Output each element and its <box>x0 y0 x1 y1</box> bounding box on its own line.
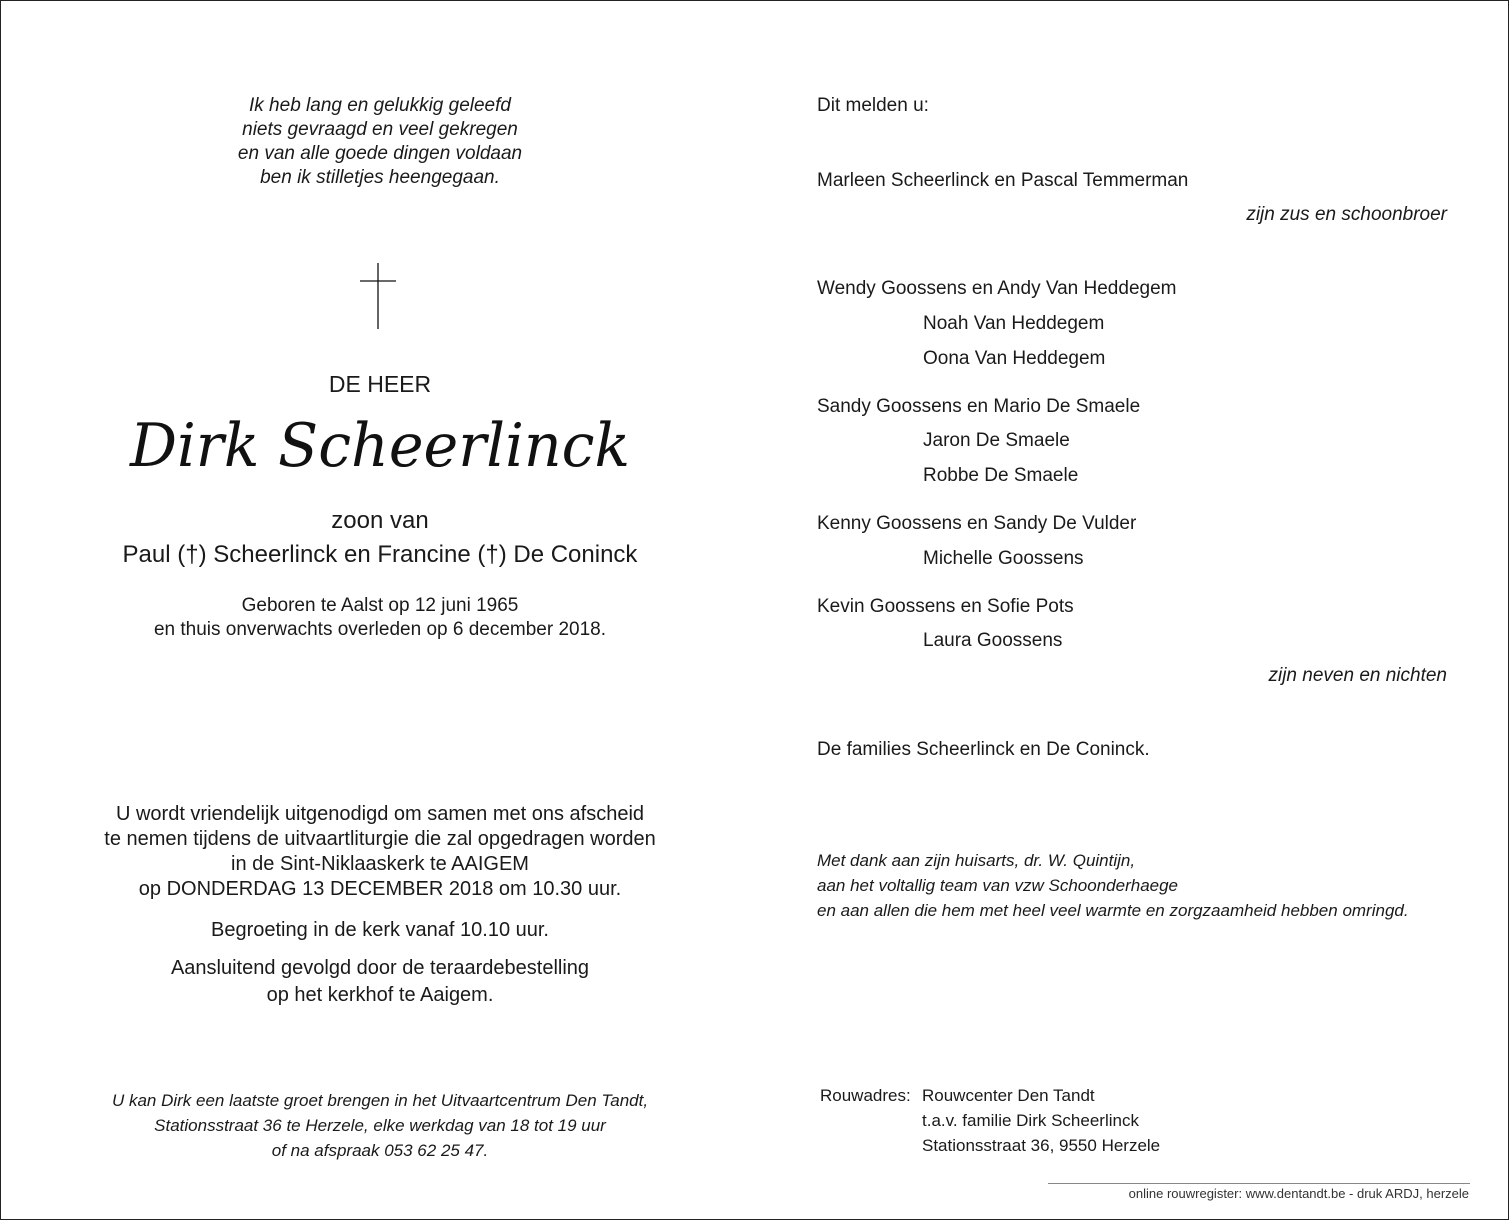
invitation-line: op DONDERDAG 13 DECEMBER 2018 om 10.30 uur. <box>138 878 622 900</box>
sister-role: zijn zus en schoonbroer <box>1246 204 1447 225</box>
invitation-line: U wordt vriendelijk uitgenodigd om samen met ons afscheid <box>115 803 645 825</box>
burial-line: Aansluitend gevolgd door de teraardebestelling <box>170 957 590 979</box>
address-line: Rouwcenter Den Tandt <box>922 1086 1095 1105</box>
deceased-name <box>100 396 660 506</box>
cross-icon <box>358 263 398 329</box>
family-1-child: Oona Van Heddegem <box>923 348 1106 369</box>
parents-names: Paul (†) Scheerlinck en Francine (†) De Coninck <box>122 541 638 568</box>
visit-line: Stationsstraat 36 te Herzele, elke werkdag van 18 tot 19 uur <box>154 1116 606 1135</box>
address-label: Rouwadres: <box>820 1086 911 1105</box>
invitation-line: in de Sint-Niklaaskerk te AAIGEM <box>231 853 529 875</box>
family-3-child: Michelle Goossens <box>923 548 1084 569</box>
poem-line: niets gevraagd en veel gekregen <box>242 119 518 140</box>
family-4: Kevin Goossens en Sofie Pots <box>817 596 1074 617</box>
title-honorific: DE HEER <box>328 371 432 397</box>
family-4-child: Laura Goossens <box>923 630 1063 651</box>
poem-line: en van alle goede dingen voldaan <box>237 143 523 164</box>
address-block <box>922 1083 1160 1158</box>
poem-line: Ik heb lang en gelukkig geleefd <box>249 95 511 116</box>
address-line: Stationsstraat 36, 9550 Herzele <box>922 1136 1161 1155</box>
family-3: Kenny Goossens en Sandy De Vulder <box>817 513 1137 534</box>
birth-death-block <box>60 594 700 642</box>
family-1: Wendy Goossens en Andy Van Heddegem <box>817 278 1177 299</box>
greeting-time: Begroeting in de kerk vanaf 10.10 uur. <box>210 919 549 941</box>
thanks-line: Met dank aan zijn huisarts, dr. W. Quintijn, <box>817 851 1136 870</box>
families-line: De families Scheerlinck en De Coninck. <box>817 739 1150 760</box>
footer-credit: online rouwregister: www.dentandt.be - druk ARDJ, herzele <box>1128 1186 1469 1201</box>
thanks-block <box>817 848 1409 923</box>
family-2-child: Jaron De Smaele <box>923 430 1070 451</box>
nephews-role: zijn neven en nichten <box>1268 665 1447 686</box>
footer-divider <box>1048 1183 1470 1184</box>
thanks-line: aan het voltallig team van vzw Schoonderhaege <box>817 876 1179 895</box>
announce-intro: Dit melden u: <box>817 95 929 116</box>
sister-names: Marleen Scheerlinck en Pascal Temmerman <box>817 170 1189 191</box>
visit-block <box>40 1088 720 1163</box>
family-2: Sandy Goossens en Mario De Smaele <box>817 396 1141 417</box>
deceased-name-text: Dirk Scheerlinck <box>129 411 630 481</box>
son-of-label: zoon van <box>331 507 429 534</box>
burial-line: op het kerkhof te Aaigem. <box>266 984 494 1006</box>
burial-block <box>120 955 640 1009</box>
poem <box>120 94 640 190</box>
visit-line: of na afspraak 053 62 25 47. <box>271 1141 489 1160</box>
address-line: t.a.v. familie Dirk Scheerlinck <box>922 1111 1139 1130</box>
death-line: en thuis onverwachts overleden op 6 december 2018. <box>153 619 607 640</box>
birth-line: Geboren te Aalst op 12 juni 1965 <box>241 595 519 616</box>
invitation-block <box>40 802 720 902</box>
visit-line: U kan Dirk een laatste groet brengen in het Uitvaartcentrum Den Tandt, <box>111 1091 649 1110</box>
thanks-line: en aan allen die hem met heel veel warmte en zorgzaamheid hebben omringd. <box>817 901 1409 920</box>
parents-block <box>40 504 720 572</box>
invitation-line: te nemen tijdens de uitvaartliturgie die zal opgedragen worden <box>104 828 656 850</box>
poem-line: ben ik stilletjes heengegaan. <box>260 167 500 188</box>
family-1-child: Noah Van Heddegem <box>923 313 1105 334</box>
family-2-child: Robbe De Smaele <box>923 465 1079 486</box>
